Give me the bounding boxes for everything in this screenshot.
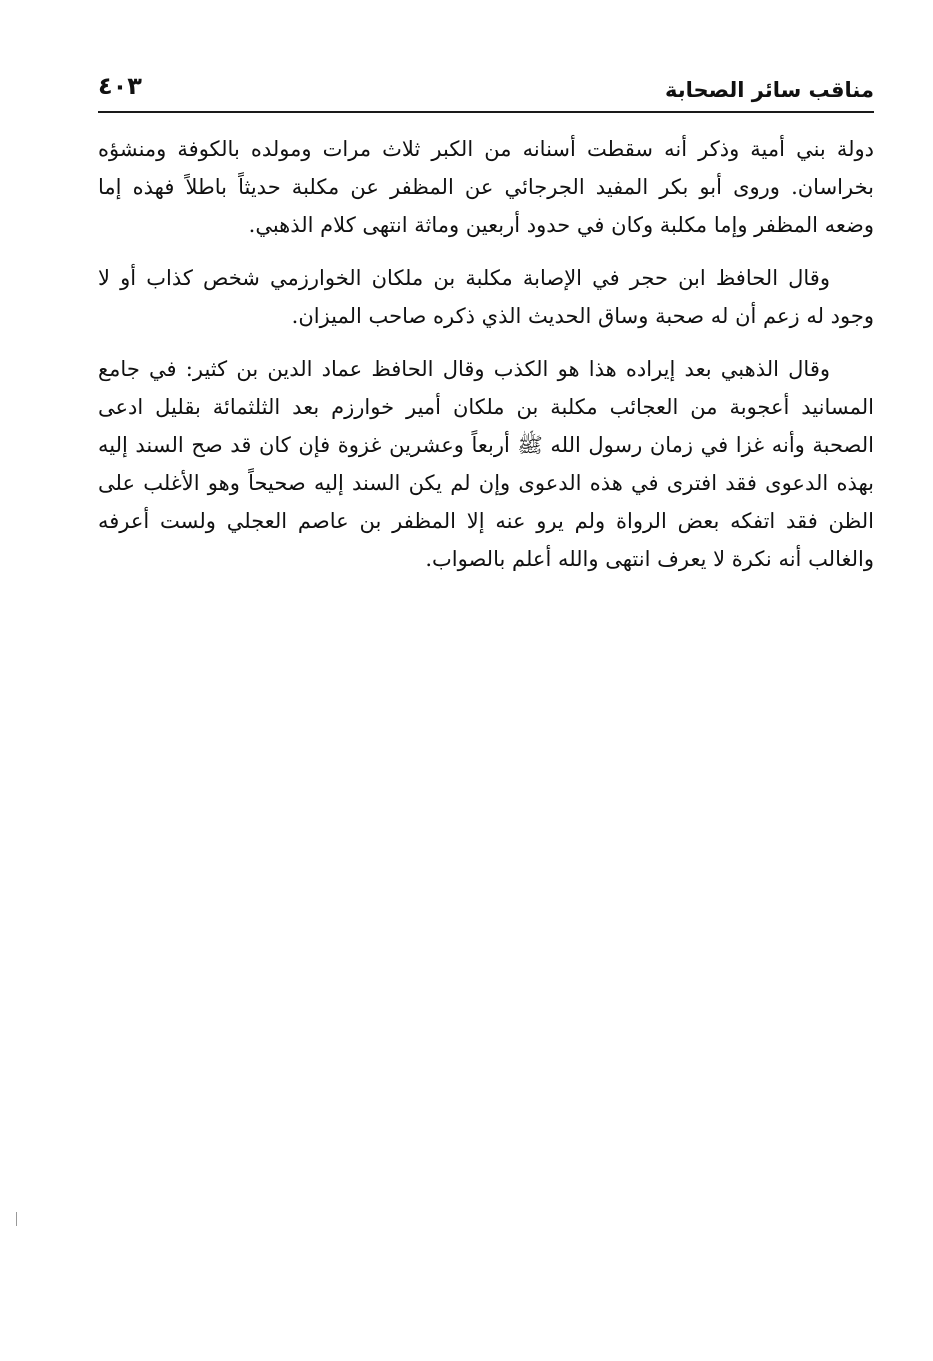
- text-line: بهذه الدعوى فقد افترى في هذه الدعوى وإن لم يكن السند إليه صحيحاً وهو الأغلب على: [98, 471, 874, 495]
- text-line: والغالب أنه نكرة لا يعرف انتهى والله أعلم بالصواب.: [425, 547, 874, 571]
- text-line: وقال الحافظ ابن حجر في الإصابة مكلبة بن ملكان الخوارزمي شخص كذاب أو لا: [98, 266, 830, 290]
- paragraph-3: [98, 350, 874, 578]
- header-rule: [98, 111, 874, 113]
- text-line: دولة بني أمية وذكر أنه سقطت أسنانه من الكبر ثلاث مرات ومولده بالكوفة ومنشؤه: [98, 137, 874, 161]
- text-line: وقال الذهبي بعد إيراده هذا هو الكذب وقال الحافظ عماد الدين بن كثير: في جامع: [98, 357, 830, 381]
- running-title: مناقب سائر الصحابة: [665, 78, 874, 102]
- page-number: ٤٠٣: [98, 72, 142, 100]
- text-line: بخراسان. وروى أبو بكر المفيد الجرجائي عن المظفر عن مكلبة حديثاً باطلاً فهذه إما: [98, 175, 874, 199]
- body-text: [98, 130, 874, 578]
- text-line: وضعه المظفر وإما مكلبة وكان في حدود أربعين وماثة انتهى كلام الذهبي.: [248, 213, 874, 237]
- paragraph-1: [98, 130, 874, 244]
- text-line: الصحبة وأنه غزا في زمان رسول الله ﷺ أربعاً وعشرين غزوة فإن كان قد صح السند إليه: [98, 433, 874, 457]
- scan-mark: [16, 1212, 17, 1226]
- text-line: المسانيد أعجوبة من العجائب مكلبة بن ملكان أمير خوارزم بعد الثلثمائة بقليل ادعى: [98, 395, 874, 419]
- paragraph-2: [98, 259, 874, 335]
- text-line: الظن فقد اتفكه بعض الرواة ولم يرو عنه إلا المظفر بن عاصم العجلي ولست أعرفه: [98, 509, 874, 533]
- text-line: وجود له زعم أن له صحبة وساق الحديث الذي ذكره صاحب الميزان.: [291, 304, 874, 328]
- page-header: [98, 66, 874, 110]
